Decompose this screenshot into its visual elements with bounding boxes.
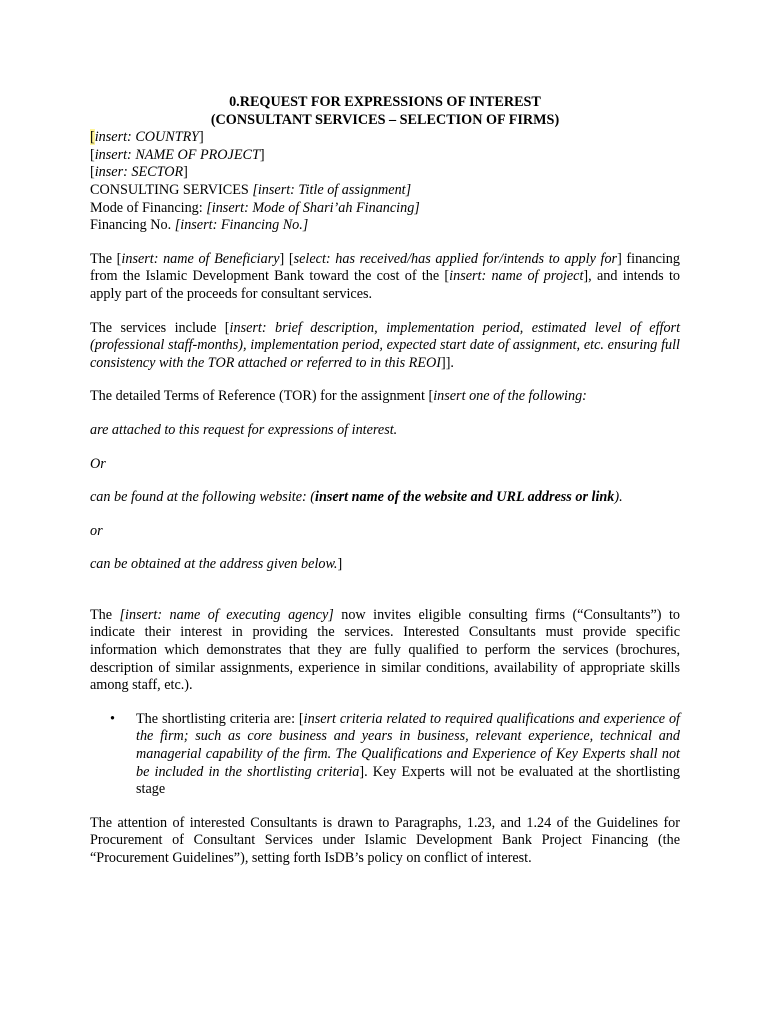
- consulting-services-line: CONSULTING SERVICES [insert: Title of assignment]: [90, 181, 412, 198]
- tor-option-website: can be found at the following website: (insert name of the website and URL address or link).: [90, 489, 623, 506]
- country-placeholder: insert: COUNTRY: [94, 129, 199, 146]
- or-separator-2: or: [90, 522, 103, 539]
- document-title: [90, 94, 680, 129]
- project-placeholder: insert: NAME OF PROJECT: [94, 146, 260, 163]
- tor-option-attached: are attached to this request for expressions of interest.: [90, 421, 398, 438]
- sector-placeholder: inser: SECTOR: [94, 164, 184, 181]
- title-line-2: (CONSULTANT SERVICES – SELECTION OF FIRMS): [210, 111, 560, 128]
- shortlisting-criteria-bullet: • The shortlisting criteria are: [insert criteria related to required qualifications and experience of the firm; such as core business and years in business, relevant experience, technical and managerial capability of the firm. The Qualifications and Experience of Key Experts shall not be included in the shortlisting criteria]. Key Experts will not be evaluated at the shortlisting stage: [110, 710, 680, 798]
- title-line-1: 0.REQUEST FOR EXPRESSIONS OF INTEREST: [229, 94, 541, 110]
- document-page: [90, 94, 680, 868]
- conflict-of-interest-paragraph: The attention of interested Consultants is drawn to Paragraphs, 1.23, and 1.24 of the Guidelines for Procurement of Consultant Services under Islamic Development Bank Project Financing (the “Procurement Guidelines”), setting forth IsDB’s policy on conflict of interest.: [90, 814, 680, 866]
- financing-number-line: Financing No. [insert: Financing No.]: [90, 217, 309, 234]
- sector-line: [inser: SECTOR]: [90, 164, 188, 181]
- bullet-dot-icon: •: [110, 710, 115, 727]
- financing-mode-line: Mode of Financing: [insert: Mode of Shari’ah Financing]: [90, 199, 420, 216]
- country-line: [insert: COUNTRY]: [90, 129, 204, 146]
- services-paragraph: The services include [insert: brief description, implementation period, estimated level of effort (professional staff-months), implementation period, expected start date of assignment, etc. ensuring full consistency with the TOR attached or referred to in this REOI]].: [90, 319, 681, 371]
- tor-paragraph: The detailed Terms of Reference (TOR) for the assignment [insert one of the following:: [90, 388, 587, 405]
- header-block: [90, 129, 680, 235]
- highlight-bracket: [: [90, 129, 95, 146]
- or-separator-1: Or: [90, 455, 106, 472]
- invitation-paragraph: The [insert: name of executing agency] now invites eligible consulting firms (“Consultants”) to indicate their interest in providing the services. Interested Consultants must provide specific information which demonstrates that they are fully qualified to perform the services (brochures, description of similar assignments, experience in similar conditions, availability of appropriate skills among staff, etc.).: [90, 606, 680, 694]
- tor-option-address: can be obtained at the address given below.]: [90, 556, 343, 573]
- financing-paragraph: The [insert: name of Beneficiary] [select: has received/has applied for/intends to apply for] financing from the Islamic Development Bank toward the cost of the [insert: name of project], and intends to apply part of the proceeds for consultant services.: [90, 250, 680, 302]
- project-line: [insert: NAME OF PROJECT]: [90, 146, 265, 163]
